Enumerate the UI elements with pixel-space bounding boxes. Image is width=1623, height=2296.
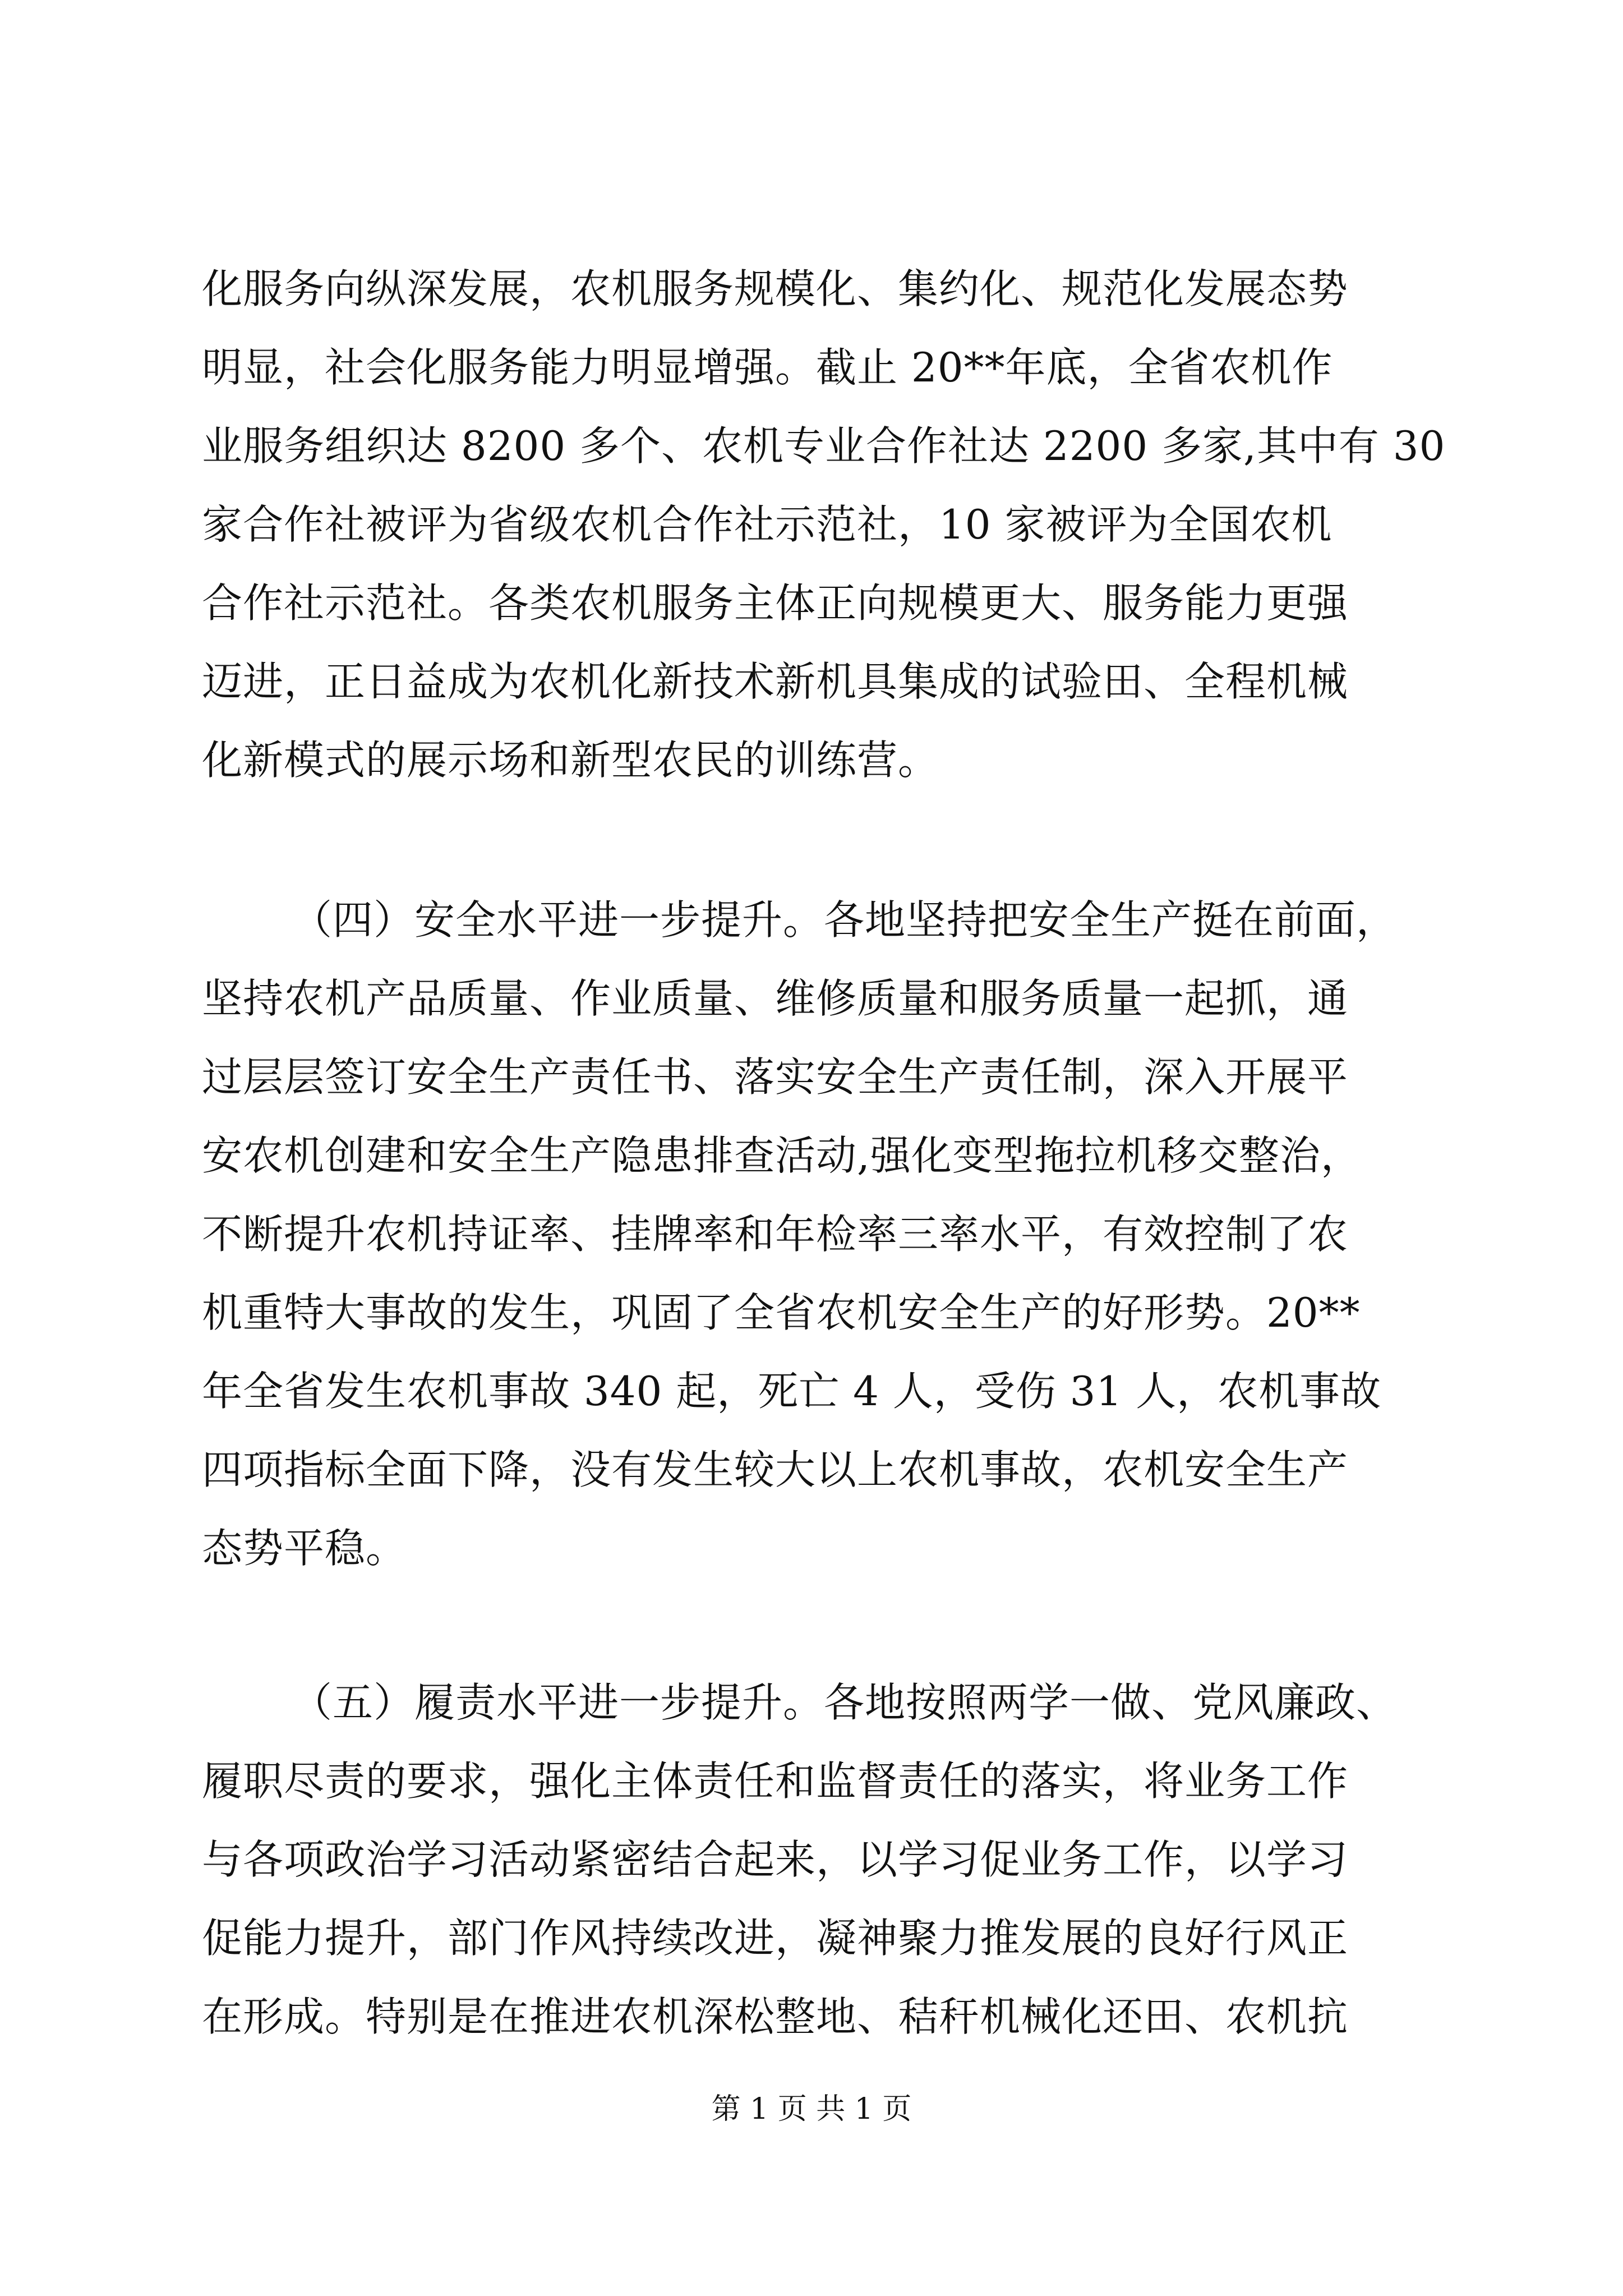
text-line: 与各项政治学习活动紧密结合起来，以学习促业务工作，以学习: [202, 1836, 1349, 1883]
text-line: 坚持农机产品质量、作业质量、维修质量和服务质量一起抓，通: [202, 975, 1349, 1022]
paragraph-heading-line: （五）履责水平进一步提升。各地按照两学一做、党风廉政、: [292, 1679, 1398, 1726]
text-line: 不断提升农机持证率、挂牌率和年检率三率水平，有效控制了农: [202, 1211, 1349, 1258]
page-number-footer: 第 1 页 共 1 页: [711, 2092, 912, 2126]
text-line: 在形成。特别是在推进农机深松整地、秸秆机械化还田、农机抗: [202, 1993, 1349, 2040]
text-line: 年全省发生农机事故 340 起，死亡 4 人，受伤 31 人，农机事故: [202, 1368, 1382, 1415]
text-line: 促能力提升，部门作风持续改进，凝神聚力推发展的良好行风正: [202, 1915, 1349, 1962]
text-line: 安农机创建和安全生产隐患排查活动,强化变型拖拉机移交整治，: [202, 1132, 1362, 1179]
text-line: 迈进，正日益成为农机化新技术新机具集成的试验田、全程机械: [202, 658, 1349, 705]
text-line: 合作社示范社。各类农机服务主体正向规模更大、服务能力更强: [202, 579, 1349, 627]
text-line: 态势平稳。: [202, 1525, 407, 1572]
text-line: 化服务向纵深发展，农机服务规模化、集约化、规范化发展态势: [202, 265, 1349, 312]
text-line: 过层层签订安全生产责任书、落实安全生产责任制，深入开展平: [202, 1053, 1349, 1101]
paragraph-heading-line: （四）安全水平进一步提升。各地坚持把安全生产挺在前面，: [292, 896, 1398, 944]
text-line: 四项指标全面下降，没有发生较大以上农机事故，农机安全生产: [202, 1446, 1349, 1493]
text-line: 明显，社会化服务能力明显增强。截止 20**年底，全省农机作: [202, 344, 1333, 391]
text-line: 履职尽责的要求，强化主体责任和监督责任的落实，将业务工作: [202, 1757, 1349, 1805]
text-line: 业服务组织达 8200 多个、农机专业合作社达 2200 多家,其中有 30: [202, 422, 1446, 470]
text-line: 化新模式的展示场和新型农民的训练营。: [202, 737, 939, 784]
text-line: 机重特大事故的发生，巩固了全省农机安全生产的好形势。20**: [202, 1289, 1361, 1336]
text-line: 家合作社被评为省级农机合作社示范社，10 家被评为全国农机: [202, 501, 1332, 548]
